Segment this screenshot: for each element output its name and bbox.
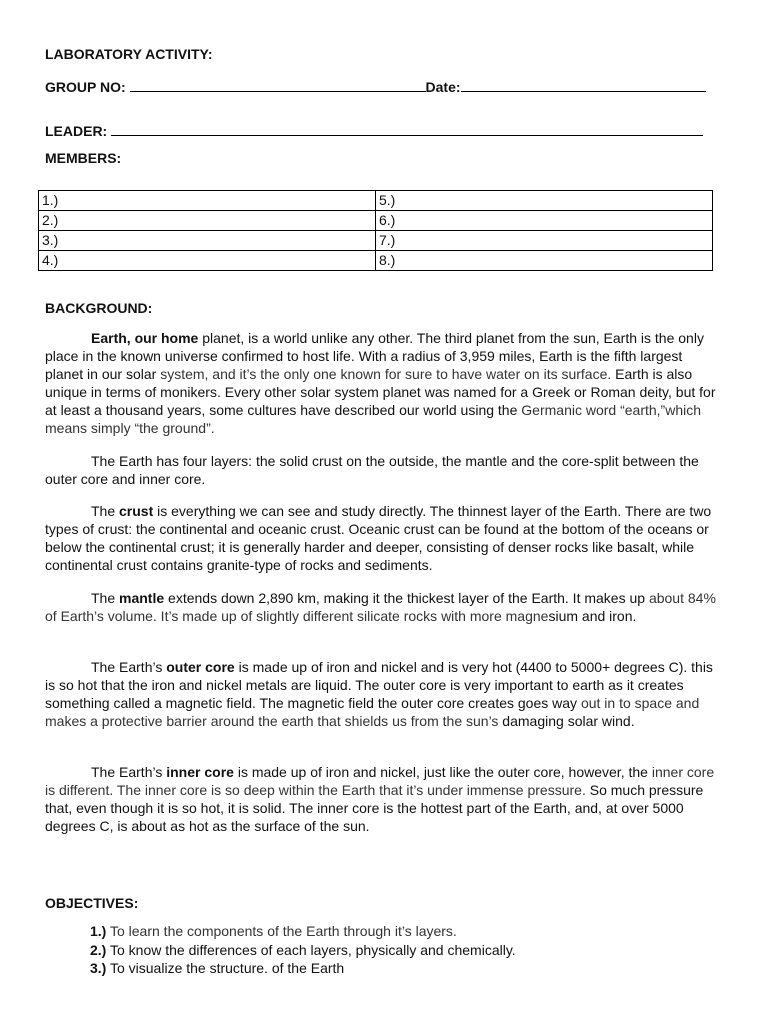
members-table [38,190,713,271]
background-paragraph-5: The Earth’s outer core is made up of iron and nickel and is very hot (4400 to 5000+ degrees C). this is so hot that the iron and nickel metals are liquid. The outer core is very important to earth as it creates something called a magnetic field. The magnetic field the outer core creates goes way out in to space and makes a protective barrier around the earth that shields us from the sun’s damaging solar wind. [45,659,713,729]
page-title: LABORATORY ACTIVITY: [45,46,213,62]
background-heading: BACKGROUND: [45,300,153,316]
objective-item: 3.) To visualize the structure. of the Earth [90,960,345,976]
date-field[interactable] [461,77,706,92]
group-date-row [45,77,706,95]
objective-item: 2.) To know the differences of each layers, physically and chemically. [90,942,516,958]
member-cell[interactable]: 3.) [39,231,376,251]
table-row [39,251,713,271]
member-cell[interactable]: 1.) [39,191,376,211]
table-row [39,191,713,211]
background-paragraph-6: The Earth’s inner core is made up of iron and nickel, just like the outer core, however, the inner core is different. The inner core is so deep within the Earth that it’s under immense pressure. So much pressure that, even though it is so hot, it is solid. The inner core is the hottest part of the Earth, and, at over 5000 degrees C, is about as hot as the surface of the sun. [45,764,715,834]
leader-row [45,121,703,139]
table-row [39,211,713,231]
member-cell[interactable]: 6.) [376,211,713,231]
background-paragraph-2: The Earth has four layers: the solid crust on the outside, the mantle and the core-split between the outer core and inner core. [45,453,699,487]
members-label: MEMBERS: [45,150,122,166]
member-cell[interactable]: 2.) [39,211,376,231]
objective-item: 1.) To learn the components of the Earth through it’s layers. [90,923,457,939]
background-paragraph-3: The crust is everything we can see and study directly. The thinnest layer of the Earth. There are two types of crust: the continental and oceanic crust. Oceanic crust can be found at the bottom of the oceans or below the continental crust; it is generally harder and deeper, consisting of denser rocks like basalt, while continental crust contains granite-type of rocks and sediments. [45,503,712,573]
background-paragraph-1: Earth, our home planet, is a world unlike any other. The third planet from the sun, Earth is the only place in the known universe confirmed to host life. With a radius of 3,959 miles, Earth is the fifth largest planet in our solar system, and it’s the only one known for sure to have water on its surface. Earth is also unique in terms of monikers. Every other solar system planet was named for a Greek or Roman deity, but for at least a thousand years, some cultures have described our world using the Germanic word “earth,”which means simply “the ground”. [45,330,716,436]
table-row [39,231,713,251]
member-cell[interactable]: 4.) [39,251,376,271]
leader-label: LEADER: [45,123,108,139]
group-field[interactable] [130,77,426,92]
member-cell[interactable]: 7.) [376,231,713,251]
date-label: Date: [425,79,461,95]
objectives-heading: OBJECTIVES: [45,895,139,911]
leader-field[interactable] [111,121,703,136]
member-cell[interactable]: 5.) [376,191,713,211]
member-cell[interactable]: 8.) [376,251,713,271]
group-label: GROUP NO: [45,79,126,95]
background-paragraph-4: The mantle extends down 2,890 km, making it the thickest layer of the Earth. It makes up about 84% of Earth’s volume. It’s made up of slightly different silicate rocks with more magnesium and iron. [45,590,716,624]
